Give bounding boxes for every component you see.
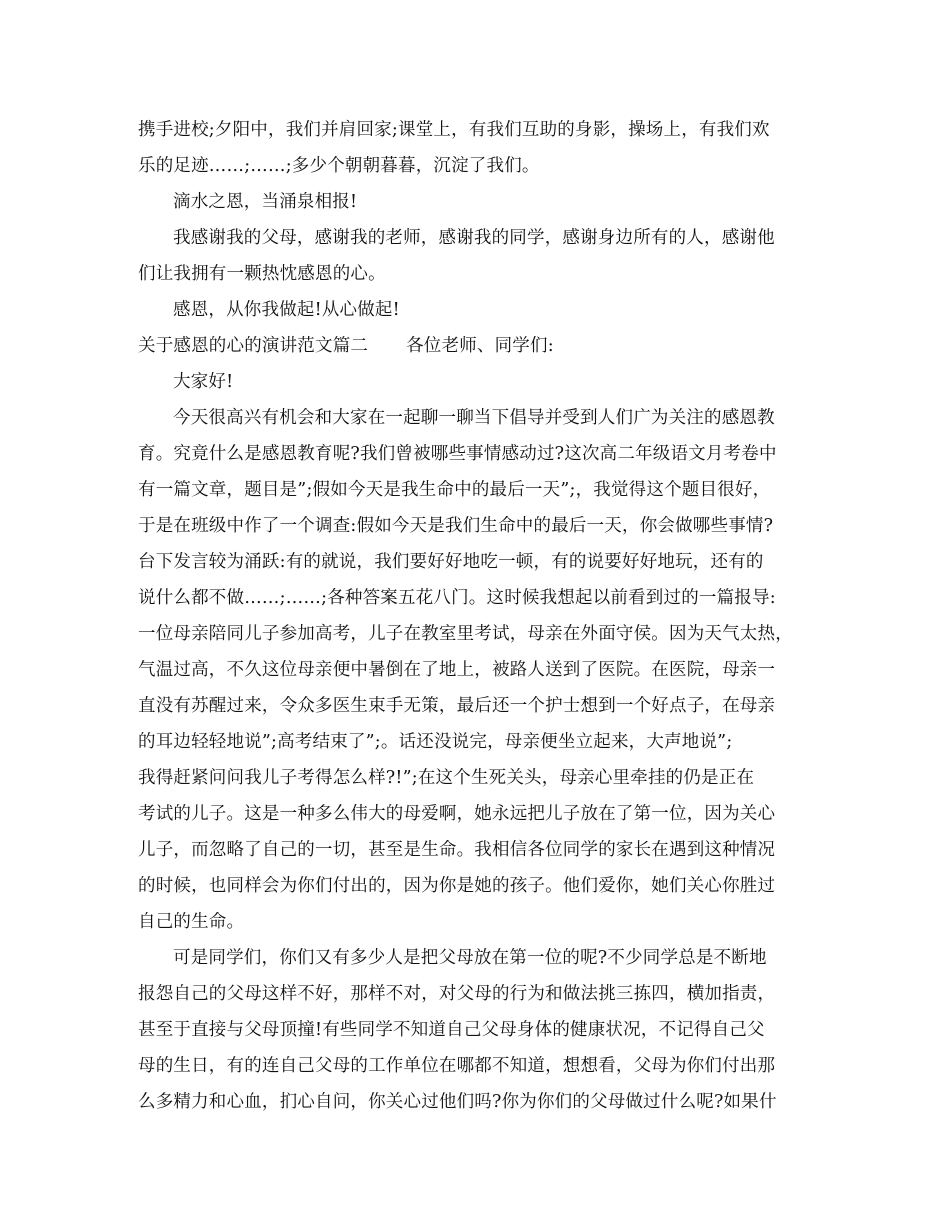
text-line: 直没有苏醒过来，令众多医生束手无策，最后还一个护士想到一个好点子，在母亲	[138, 696, 776, 716]
text-line: 报怨自己的父母这样不好，那样不对，对父母的行为和做法挑三拣四，横加指责，	[138, 984, 776, 1004]
text-line: 考试的儿子。这是一种多么伟大的母爱啊，她永远把儿子放在了第一位，因为关心	[138, 804, 776, 824]
text-line: 于是在班级中作了一个调查:假如今天是我们生命中的最后一天，你会做哪些事情?	[138, 516, 774, 536]
text-line: 我得赶紧问问我儿子考得怎么样?!”;在这个生死关头，母亲心里牵挂的仍是正在	[138, 768, 755, 788]
text-line: 母的生日，有的连自己父母的工作单位在哪都不知道，想想看，父母为你们付出那	[138, 1056, 776, 1076]
text-line: 乐的足迹……;……;多少个朝朝暮暮，沉淀了我们。	[138, 156, 540, 176]
document-body	[138, 112, 830, 1120]
section-heading-line	[138, 328, 830, 364]
text-line: 甚至于直接与父母顶撞!有些同学不知道自己父母身体的健康状况，不记得自己父	[138, 1020, 765, 1040]
salutation: 各位老师、同学们:	[406, 336, 554, 356]
text-line: 感恩，从你我做起!从心做起!	[173, 300, 400, 320]
section-title: 关于感恩的心的演讲范文篇二	[138, 336, 369, 356]
text-line: 台下发言较为涌跃:有的就说，我们要好好地吃一顿，有的说要好好地玩，还有的	[138, 552, 764, 572]
text-line: 的耳边轻轻地说”;高考结束了”;。话还没说完，母亲便坐立起来，大声地说”;	[138, 732, 733, 752]
greeting-line: 大家好!	[173, 372, 234, 392]
text-line: 携手进校;夕阳中，我们并肩回家;课堂上，有我们互助的身影，操场上，有我们欢	[138, 120, 770, 140]
text-line: 可是同学们，你们又有多少人是把父母放在第一位的呢?不少同学总是不断地	[173, 948, 767, 968]
text-line: 的时候，也同样会为你们付出的，因为你是她的孩子。他们爱你，她们关心你胜过	[138, 876, 776, 896]
text-line: 一位母亲陪同儿子参加高考，儿子在教室里考试，母亲在外面守侯。因为天气太热，	[138, 624, 793, 644]
text-line: 么多精力和心血，扪心自问，你关心过他们吗?你为你们的父母做过什么呢?如果什	[138, 1092, 777, 1112]
text-line: 自己的生命。	[138, 912, 245, 932]
text-line: 滴水之恩，当涌泉相报!	[173, 192, 358, 212]
text-line: 儿子，而忽略了自己的一切，甚至是生命。我相信各位同学的家长在遇到这种情况	[138, 840, 776, 860]
text-line: 育。究竟什么是感恩教育呢?我们曾被哪些事情感动过?这次高二年级语文月考卷中	[138, 444, 777, 464]
text-line: 们让我拥有一颗热忱感恩的心。	[138, 264, 386, 284]
text-line: 有一篇文章，题目是”;假如今天是我生命中的最后一天”;，我觉得这个题目很好，	[138, 480, 771, 500]
text-line: 说什么都不做……;……;各种答案五花八门。这时候我想起以前看到过的一篇报导:	[138, 588, 776, 608]
text-line: 今天很高兴有机会和大家在一起聊一聊当下倡导并受到人们广为关注的感恩教	[173, 408, 775, 428]
text-line: 气温过高，不久这位母亲便中暑倒在了地上，被路人送到了医院。在医院，母亲一	[138, 660, 776, 680]
text-line: 我感谢我的父母，感谢我的老师，感谢我的同学，感谢身边所有的人，感谢他	[173, 228, 775, 248]
